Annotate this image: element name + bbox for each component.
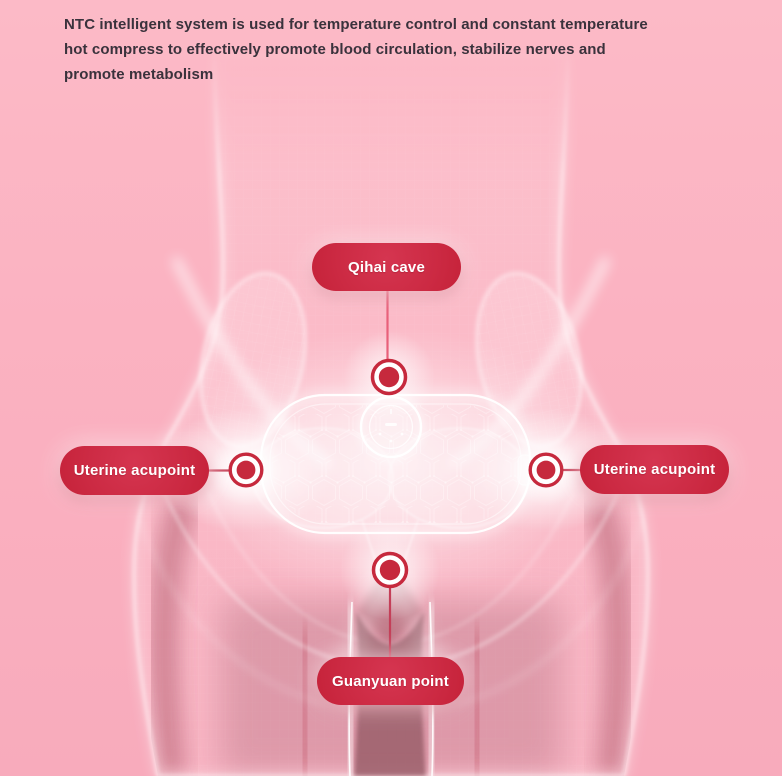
qihai-acupoint-marker: [373, 361, 406, 394]
guanyuan-acupoint-marker: [374, 554, 407, 587]
description-line-1: NTC intelligent system is used for temperature control and constant temperature: [64, 16, 648, 33]
description-line-3: promote metabolism: [64, 66, 214, 83]
label-qihai-cave: [312, 243, 461, 291]
label-uterine-acupoint-left: [60, 446, 209, 495]
label-guanyuan-text: Guanyuan point: [332, 672, 449, 690]
uterine-left-acupoint-marker: [230, 454, 262, 486]
label-uterine-acupoint-right: [580, 445, 729, 494]
label-guanyuan-point: [317, 657, 464, 705]
label-uterine-right-text: Uterine acupoint: [593, 461, 716, 478]
control-dial: [360, 396, 422, 458]
label-qihai-cave-text: Qihai cave: [347, 258, 426, 276]
description-line-2: hot compress to effectively promote blood circulation, stabilize nerves and: [64, 41, 606, 58]
label-uterine-left-text: Uterine acupoint: [73, 462, 196, 479]
description-text: [64, 12, 648, 87]
uterine-right-acupoint-marker: [530, 454, 562, 486]
heating-pad-device: [250, 395, 532, 533]
